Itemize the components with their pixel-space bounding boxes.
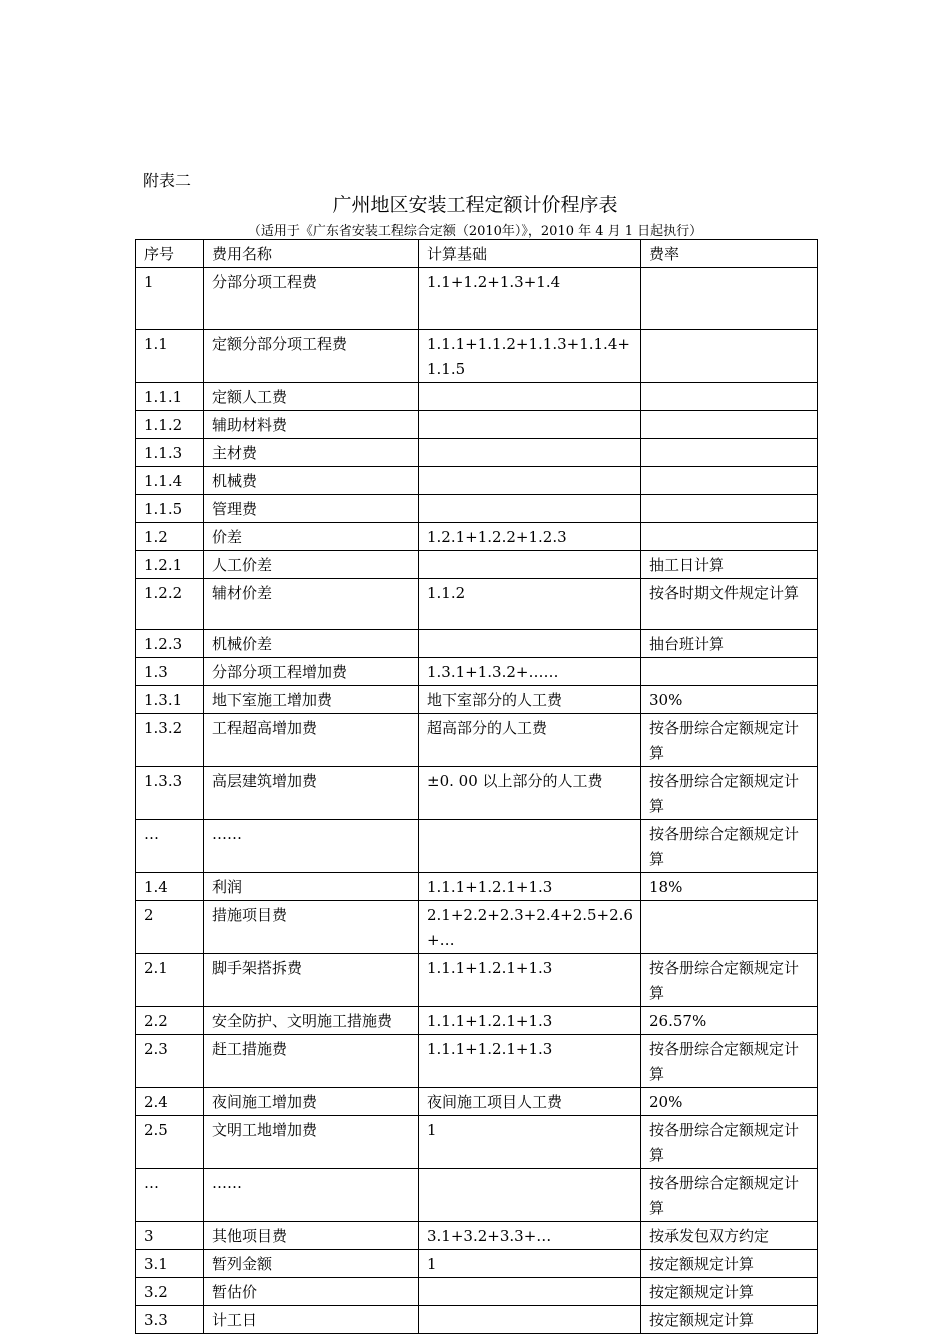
table-row [136, 579, 818, 630]
cell-no: 1.1.1 [136, 383, 204, 411]
cell-rate [641, 523, 818, 551]
cell-no: 3.2 [136, 1278, 204, 1306]
cell-rate: 按各册综合定额规定计算 [641, 767, 818, 820]
table-row [136, 714, 818, 767]
cell-name: 安全防护、文明施工措施费 [204, 1007, 419, 1035]
cell-rate [641, 658, 818, 686]
table-row [136, 954, 818, 1007]
cell-base: 1.1.2 [419, 579, 641, 630]
table-row [136, 630, 818, 658]
cell-name: 文明工地增加费 [204, 1116, 419, 1169]
cell-rate [641, 330, 818, 383]
cell-base [419, 820, 641, 873]
cell-no: 1.3.3 [136, 767, 204, 820]
cell-rate [641, 383, 818, 411]
cell-base: 1.1+1.2+1.3+1.4 [419, 268, 641, 330]
cell-name: 分部分项工程费 [204, 268, 419, 330]
cell-rate: 按各册综合定额规定计算 [641, 714, 818, 767]
cell-no: 3 [136, 1222, 204, 1250]
table-row [136, 901, 818, 954]
cell-no: 1.1.4 [136, 467, 204, 495]
cell-name: 计工日 [204, 1306, 419, 1334]
cell-base: 1 [419, 1250, 641, 1278]
cell-rate: 按各册综合定额规定计算 [641, 1169, 818, 1222]
table-row [136, 1169, 818, 1222]
cell-name: 暂估价 [204, 1278, 419, 1306]
cell-rate: 抽工日计算 [641, 551, 818, 579]
cell-base [419, 1278, 641, 1306]
cell-rate [641, 411, 818, 439]
cell-rate [641, 268, 818, 330]
cell-no: 2.4 [136, 1088, 204, 1116]
table-row [136, 551, 818, 579]
table-row [136, 658, 818, 686]
table-row [136, 1007, 818, 1035]
table-row [136, 439, 818, 467]
cell-name: 工程超高增加费 [204, 714, 419, 767]
cell-name: …… [204, 820, 419, 873]
cell-name: 辅助材料费 [204, 411, 419, 439]
cell-name: 分部分项工程增加费 [204, 658, 419, 686]
cell-name: 人工价差 [204, 551, 419, 579]
cell-name: 地下室施工增加费 [204, 686, 419, 714]
cell-name: 措施项目费 [204, 901, 419, 954]
cell-no: 2.1 [136, 954, 204, 1007]
cell-base [419, 1169, 641, 1222]
cell-rate: 抽台班计算 [641, 630, 818, 658]
cell-rate [641, 901, 818, 954]
cell-name: 利润 [204, 873, 419, 901]
document-subtitle: （适用于《广东省安装工程综合定额（2010年）》，2010 年 4 月 1 日起执行） [247, 224, 703, 239]
cell-base [419, 630, 641, 658]
cell-no: 1.2.2 [136, 579, 204, 630]
cell-name: 夜间施工增加费 [204, 1088, 419, 1116]
table-row [136, 820, 818, 873]
cell-rate: 按承发包双方约定 [641, 1222, 818, 1250]
table-row [136, 411, 818, 439]
cell-no: 1.2.1 [136, 551, 204, 579]
cell-name: 其他项目费 [204, 1222, 419, 1250]
header-name: 费用名称 [204, 240, 419, 268]
table-row [136, 873, 818, 901]
table-row [136, 686, 818, 714]
cell-name: 管理费 [204, 495, 419, 523]
cell-name: 脚手架搭拆费 [204, 954, 419, 1007]
cell-no: 2.3 [136, 1035, 204, 1088]
cell-base [419, 551, 641, 579]
document-title: 广州地区安装工程定额计价程序表 [332, 194, 618, 216]
cell-no: 3.1 [136, 1250, 204, 1278]
cell-rate: 20% [641, 1088, 818, 1116]
cell-rate [641, 495, 818, 523]
table-row [136, 523, 818, 551]
table-row [136, 1035, 818, 1088]
cell-name: 主材费 [204, 439, 419, 467]
cell-base: 1.1.1+1.2.1+1.3 [419, 1035, 641, 1088]
cell-base: 2.1+2.2+2.3+2.4+2.5+2.6+… [419, 901, 641, 954]
cell-name: 赶工措施费 [204, 1035, 419, 1088]
cell-name: 机械价差 [204, 630, 419, 658]
table-header-row [136, 240, 818, 268]
cell-base [419, 411, 641, 439]
cell-no: 1.4 [136, 873, 204, 901]
table-row [136, 1306, 818, 1334]
cell-base: 超高部分的人工费 [419, 714, 641, 767]
cell-no: 1.1.5 [136, 495, 204, 523]
cell-name: 定额分部分项工程费 [204, 330, 419, 383]
table-row [136, 383, 818, 411]
cell-name: …… [204, 1169, 419, 1222]
cell-rate: 按定额规定计算 [641, 1250, 818, 1278]
cell-base [419, 1306, 641, 1334]
cell-no: 2 [136, 901, 204, 954]
cell-rate: 按定额规定计算 [641, 1306, 818, 1334]
cell-name: 暂列金额 [204, 1250, 419, 1278]
header-base: 计算基础 [419, 240, 641, 268]
cell-no: 2.2 [136, 1007, 204, 1035]
table-row [136, 495, 818, 523]
cell-rate: 26.57% [641, 1007, 818, 1035]
cell-no: 1.2 [136, 523, 204, 551]
cell-no: 2.5 [136, 1116, 204, 1169]
table-row [136, 1222, 818, 1250]
cell-base: 1.1.1+1.2.1+1.3 [419, 1007, 641, 1035]
cell-no: 3.3 [136, 1306, 204, 1334]
cell-rate: 按各册综合定额规定计算 [641, 1035, 818, 1088]
table-row [136, 1116, 818, 1169]
table-row [136, 467, 818, 495]
cell-base: 1.2.1+1.2.2+1.2.3 [419, 523, 641, 551]
cell-rate: 18% [641, 873, 818, 901]
table-row [136, 1088, 818, 1116]
cell-rate [641, 467, 818, 495]
cell-name: 价差 [204, 523, 419, 551]
cell-no: 1.3 [136, 658, 204, 686]
cell-name: 定额人工费 [204, 383, 419, 411]
cell-base [419, 495, 641, 523]
table-row [136, 1250, 818, 1278]
cell-no: 1.1.3 [136, 439, 204, 467]
cell-no: … [136, 820, 204, 873]
cell-rate: 30% [641, 686, 818, 714]
cell-name: 机械费 [204, 467, 419, 495]
cell-base: 3.1+3.2+3.3+… [419, 1222, 641, 1250]
cell-base: 地下室部分的人工费 [419, 686, 641, 714]
cell-base: 1.1.1+1.1.2+1.1.3+1.1.4+1.1.5 [419, 330, 641, 383]
cell-base: 1.3.1+1.3.2+…… [419, 658, 641, 686]
table-row [136, 330, 818, 383]
table-row [136, 1278, 818, 1306]
cell-rate: 按各册综合定额规定计算 [641, 820, 818, 873]
cell-rate [641, 439, 818, 467]
cell-rate: 按各时期文件规定计算 [641, 579, 818, 630]
header-no: 序号 [136, 240, 204, 268]
cell-name: 高层建筑增加费 [204, 767, 419, 820]
cell-rate: 按定额规定计算 [641, 1278, 818, 1306]
cell-base: 1.1.1+1.2.1+1.3 [419, 873, 641, 901]
table-caption: 附表二 [143, 171, 192, 190]
cell-base: 1 [419, 1116, 641, 1169]
table-row [136, 268, 818, 330]
cell-base: ±0. 00 以上部分的人工费 [419, 767, 641, 820]
cell-base [419, 383, 641, 411]
cell-no: 1.1 [136, 330, 204, 383]
cell-base [419, 467, 641, 495]
cell-no: 1.1.2 [136, 411, 204, 439]
cell-no: 1 [136, 268, 204, 330]
table-row [136, 767, 818, 820]
header-rate: 费率 [641, 240, 818, 268]
cell-rate: 按各册综合定额规定计算 [641, 954, 818, 1007]
cell-no: 1.3.1 [136, 686, 204, 714]
cell-rate: 按各册综合定额规定计算 [641, 1116, 818, 1169]
cell-name: 辅材价差 [204, 579, 419, 630]
cell-base: 1.1.1+1.2.1+1.3 [419, 954, 641, 1007]
cell-no: 1.2.3 [136, 630, 204, 658]
cell-no: … [136, 1169, 204, 1222]
cell-base [419, 439, 641, 467]
cell-no: 1.3.2 [136, 714, 204, 767]
pricing-procedure-table [135, 239, 818, 1334]
cell-base: 夜间施工项目人工费 [419, 1088, 641, 1116]
